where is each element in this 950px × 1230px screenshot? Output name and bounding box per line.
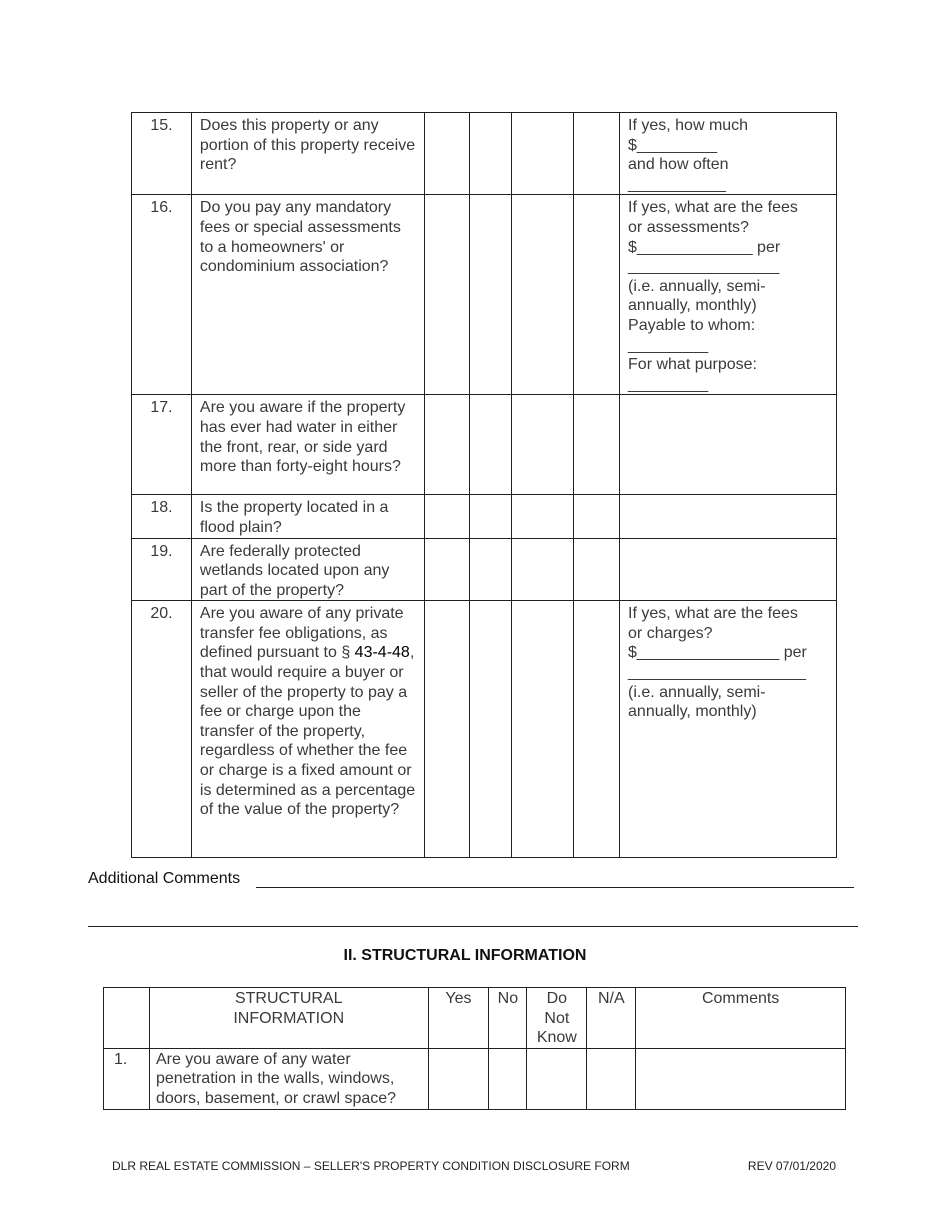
table-row: [132, 113, 837, 195]
no-header: No: [489, 988, 527, 1049]
section-title: II. STRUCTURAL INFORMATION: [343, 947, 587, 964]
row-number: 15.: [132, 113, 192, 195]
header-line: INFORMATION: [233, 1009, 345, 1027]
do-not-know-cell[interactable]: [512, 495, 574, 538]
header-line: Not: [544, 1009, 570, 1027]
comment-line: $_____________ per: [628, 238, 781, 256]
footer-form-title: DLR REAL ESTATE COMMISSION – SELLER'S PROPERTY CONDITION DISCLOSURE FORM: [112, 1159, 630, 1173]
na-cell[interactable]: [574, 495, 620, 538]
statute-reference: 43-4-48: [354, 644, 410, 662]
table-row: [132, 495, 837, 538]
do-not-know-cell[interactable]: [512, 195, 574, 395]
yes-cell[interactable]: [424, 395, 470, 495]
comment-line: _________: [628, 375, 709, 393]
comment-line: For what purpose:: [628, 356, 757, 374]
table-row: [132, 601, 837, 858]
header-line: Know: [536, 1029, 577, 1047]
table-header-row: [104, 988, 846, 1049]
structural-info-header: [149, 988, 428, 1049]
comment-line: and how often: [628, 156, 729, 174]
question-line: doors, basement, or crawl space?: [155, 1089, 397, 1107]
yes-cell[interactable]: [424, 601, 470, 858]
comment-line: or charges?: [628, 624, 713, 642]
comment-line: ____________________: [628, 664, 806, 682]
na-cell[interactable]: [574, 395, 620, 495]
footer-revision: REV 07/01/2020: [747, 1159, 836, 1173]
table-row: [104, 1048, 846, 1109]
yes-cell[interactable]: [424, 538, 470, 601]
comment-line: (i.e. annually, semi-: [628, 683, 766, 701]
yes-cell[interactable]: [424, 195, 470, 395]
question-text: Do you pay any mandatory fees or special assessments to a homeowners' or condominium association?: [191, 195, 424, 395]
comment-line: If yes, how much: [628, 117, 749, 134]
header-line: Do: [546, 990, 568, 1007]
question-line: Are you aware of any water: [155, 1050, 351, 1068]
question-text: Does this property or any portion of this property receive rent?: [191, 113, 424, 195]
comments-cell[interactable]: [620, 113, 837, 195]
question-text: Are federally protected wetlands located upon any part of the property?: [191, 538, 424, 601]
na-header: N/A: [587, 988, 636, 1049]
question-line: penetration in the walls, windows,: [155, 1070, 395, 1088]
yes-header: Yes: [428, 988, 489, 1049]
additional-comments-label: Additional Comments: [88, 870, 241, 887]
additional-comments-line[interactable]: [256, 887, 854, 888]
do-not-know-cell[interactable]: [512, 113, 574, 195]
comments-cell[interactable]: [620, 538, 837, 601]
disclosure-table-continued: [131, 112, 837, 858]
na-cell[interactable]: [574, 601, 620, 858]
no-cell[interactable]: [470, 538, 512, 601]
comment-line: $________________ per: [628, 644, 807, 662]
table-row: [132, 195, 837, 395]
do-not-know-cell[interactable]: [512, 395, 574, 495]
na-cell[interactable]: [574, 195, 620, 395]
no-cell[interactable]: [470, 113, 512, 195]
comment-line: annually, monthly): [628, 703, 757, 721]
comment-line: If yes, what are the fees: [628, 605, 798, 623]
yes-cell[interactable]: [424, 495, 470, 538]
row-number: 16.: [132, 195, 192, 395]
comment-line: _________________: [628, 258, 780, 276]
no-cell[interactable]: [470, 195, 512, 395]
comments-cell[interactable]: [620, 495, 837, 538]
row-number: 19.: [132, 538, 192, 601]
question-text-part: Are you aware of any private transfer fee obligations, as defined pursuant to §: [199, 605, 404, 662]
no-cell[interactable]: [489, 1048, 527, 1109]
question-text: [191, 601, 424, 858]
row-number: 18.: [132, 495, 192, 538]
comments-cell[interactable]: [636, 1048, 846, 1109]
no-cell[interactable]: [470, 495, 512, 538]
do-not-know-cell[interactable]: [527, 1048, 587, 1109]
comment-line: (i.e. annually, semi-: [628, 277, 766, 295]
do-not-know-cell[interactable]: [512, 601, 574, 858]
number-header-cell: [104, 988, 150, 1049]
comments-header: Comments: [636, 988, 846, 1049]
row-number: 17.: [132, 395, 192, 495]
comments-cell[interactable]: [620, 195, 837, 395]
na-cell[interactable]: [587, 1048, 636, 1109]
comment-line: If yes, what are the fees: [628, 199, 798, 217]
table-row: [132, 395, 837, 495]
additional-comments-line-2[interactable]: [88, 926, 858, 927]
header-line: STRUCTURAL: [234, 990, 343, 1007]
question-text: Is the property located in a flood plain?: [191, 495, 424, 538]
yes-cell[interactable]: [428, 1048, 489, 1109]
comment-line: _________: [628, 336, 709, 354]
question-text: Are you aware if the property has ever had water in either the front, rear, or side yard more than forty-eight hours?: [191, 395, 424, 495]
do-not-know-cell[interactable]: [512, 538, 574, 601]
question-text: [149, 1048, 428, 1109]
comment-line: Payable to whom:: [628, 316, 756, 334]
comment-line: annually, monthly): [628, 297, 757, 315]
table-row: [132, 538, 837, 601]
comments-cell[interactable]: [620, 395, 837, 495]
comment-line: ___________: [628, 175, 726, 193]
comment-line: $_________: [628, 136, 717, 154]
row-number: 1.: [104, 1048, 150, 1109]
na-cell[interactable]: [574, 538, 620, 601]
no-cell[interactable]: [470, 395, 512, 495]
structural-info-table: [103, 987, 846, 1110]
comments-cell[interactable]: [620, 601, 837, 858]
na-cell[interactable]: [574, 113, 620, 195]
no-cell[interactable]: [470, 601, 512, 858]
row-number: 20.: [132, 601, 192, 858]
do-not-know-header: [527, 988, 587, 1049]
comment-line: or assessments?: [628, 218, 749, 236]
question-text-part: , that would require a buyer or seller of the property to pay a fee or charge upon the transfer of the property, regardless of whether the fee or charge is a fixed amount or is determined as a percentage of the value of the property?: [199, 644, 416, 819]
yes-cell[interactable]: [424, 113, 470, 195]
